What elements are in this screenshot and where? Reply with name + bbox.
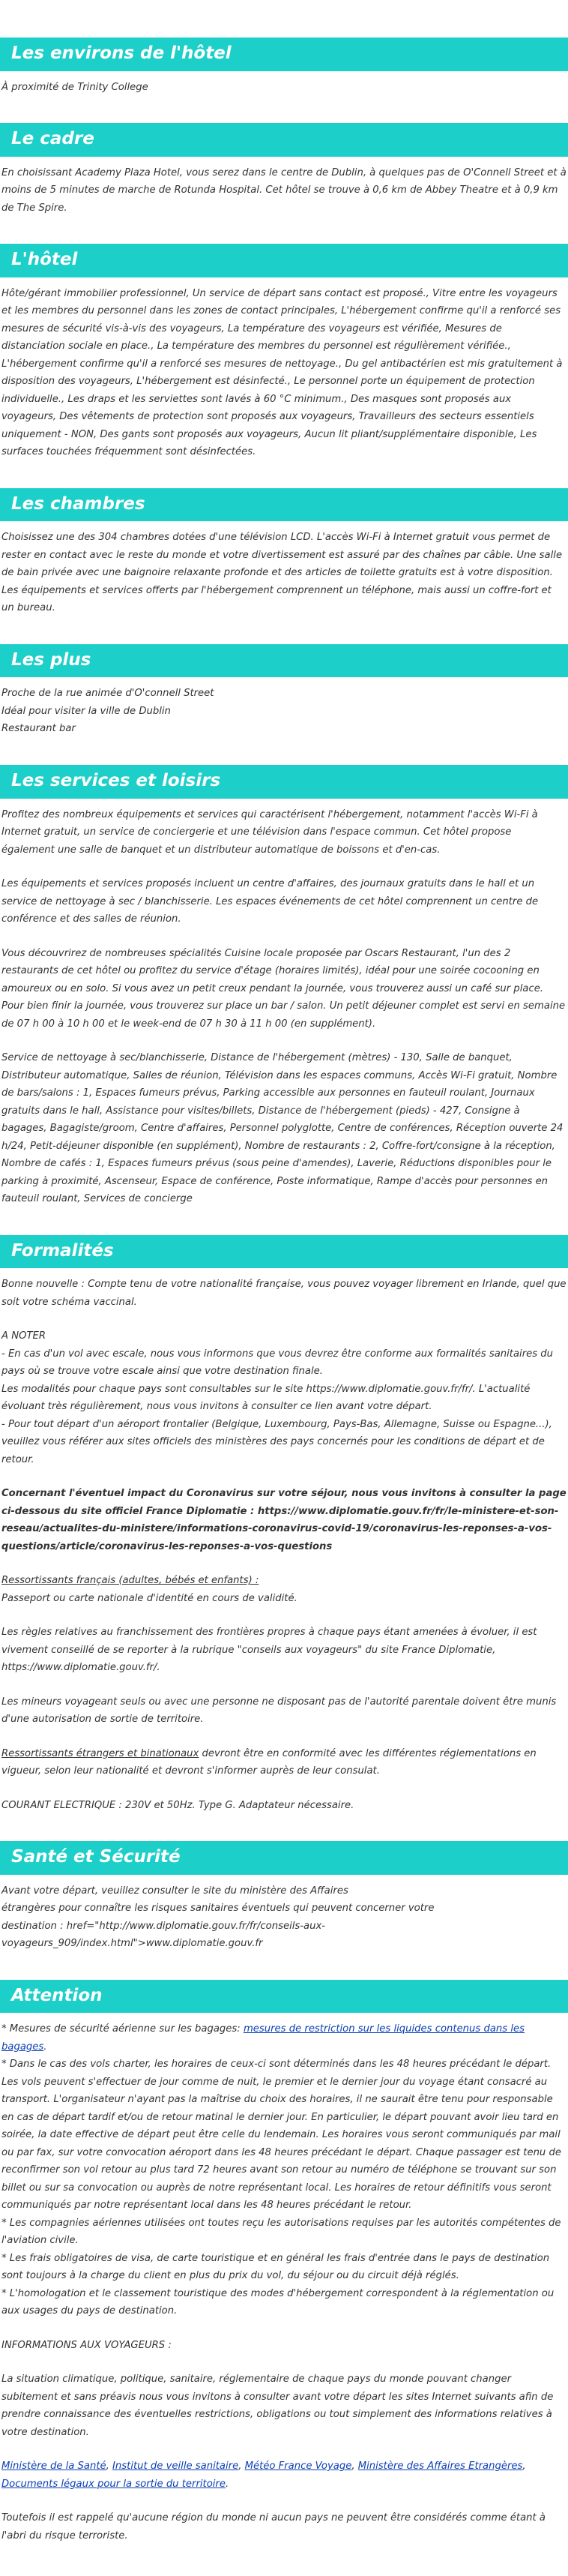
courant-text: COURANT ELECTRIQUE : 230V et 50Hz. Type G. Adaptateur nécessaire.: [1, 1799, 354, 1811]
etrangers-text: devront être en conformité avec les différentes réglementations en vigueur, selon leur nationalité et devront s'informer auprès de leur consulat.: [1, 1747, 537, 1777]
section-chambres: [0, 488, 568, 617]
bullet-prefix: * Mesures de sécurité aérienne sur les bagages:: [1, 2023, 244, 2035]
etrangers-title: Ressortissants étrangers et binationaux: [1, 1747, 199, 1759]
etrangers-block: [1, 1745, 567, 1780]
link-affaires-etrangeres[interactable]: Ministère des Affaires Etrangères: [357, 2461, 523, 2473]
hotel-text: Hôte/gérant immobilier professionnel, Un service de départ sans contact est proposé., Vitre entre les voyageurs et les membres du personnel dans les zones de contact principales, L'hébergement confirme qu'il a renforcé ses mesures de sécurité vis-à-vis des voyageurs, La température des voyageurs est vérifiée, Mesures de distanciation sociale en place., La température des membres du personnel est régulièrement vérifiée., L'hébergement confirme qu'il a renforcé ses mesures de nettoyage., Du gel antibactérien est mis gratuitement à disposition des voyageurs, L'hébergement est désinfecté., Le personnel porte un équipement de protection individuelle., Les draps et les serviettes sont lavés à 60 °C minimum., Des masques sont proposés aux voyageurs, Des vêtements de protection sont proposés aux voyageurs, Travailleurs des secteurs essentiels uniquement - NON, Des gants sont proposés aux voyageurs, Aucun lit pliant/supplémentaire disponible, Les surfaces touchées fréquemment sont désinfectées.: [1, 287, 563, 458]
section-title: Les services et loisirs: [0, 765, 568, 799]
link-ministere-sante[interactable]: Ministère de la Santé: [1, 2461, 106, 2473]
section-body: [0, 806, 568, 1208]
environs-text: À proximité de Trinity College: [1, 81, 148, 93]
attention-bullet: [1, 2020, 567, 2056]
attention-bullet: * Les compagnies aériennes utilisées ont toutes reçu les autorisations requises par les autorités compétentes de l'aviation civile.: [1, 2217, 561, 2247]
section-environs: [0, 37, 568, 96]
info-text: La situation climatique, politique, sanitaire, réglementaire de chaque pays du monde pouvant changer subitement et sans préavis nous vous invitons à consulter avant votre départ les sites Internet suivants afin de prendre connaissance des éventuelles restrictions, obligations ou tout simplement des informations relatives à votre destination.: [1, 2374, 554, 2438]
plus-item: Idéal pour visiter la ville de Dublin: [1, 705, 171, 717]
services-paragraph: Service de nettoyage à sec/blanchisserie, Distance de l'hébergement (mètres) - 130, Salle de banquet, Distributeur automatique, Salles de réunion, Télévision dans les espaces communs, Accès Wi-Fi gratuit, Nombre de bars/salons : 1, Espaces fumeurs prévus, Parking accessible aux personnes en fauteuil roulant, Journaux gratuits dans le hall, Assistance pour visites/billets, Distance de l'hébergement (pieds) - 427, Consigne à bagages, Bagagiste/groom, Centre d'affaires, Personnel polyglotte, Centre de conférences, Réception ouverte 24 h/24, Petit-déjeuner disponible (en supplément), Nombre de restaurants : 2, Coffre-fort/consigne à la réception, Nombre de cafés : 1, Espaces fumeurs prévus (sous peine d'amendes), Laverie, Réductions disponibles pour le parking à proximité, Ascenseur, Espace de conférence, Poste informatique, Rampe d'accès pour personnes en fauteuil roulant, Services de concierge: [1, 1052, 564, 1205]
nota-item: - Pour tout départ d'un aéroport frontalier (Belgique, Luxembourg, Pays-Bas, Allemagne, Suisse ou Espagne...), veuillez vous référer aux sites officiels des ministères des pays concernés pour les conditions de départ et de retour.: [1, 1418, 552, 1465]
nota-item: - En cas d'un vol avec escale, nous vous informons que vous devrez être conforme aux formalités sanitaires du pays où se trouve votre escale ainsi que votre destination finale.: [1, 1348, 554, 1378]
ressortissants-text: Passeport ou carte nationale d'identité en cours de validité.: [1, 1592, 297, 1604]
info-title: INFORMATIONS AUX VOYAGEURS :: [1, 2339, 172, 2351]
plus-item: Proche de la rue animée d'O'connell Street: [1, 688, 214, 700]
section-title: Formalités: [0, 1235, 568, 1269]
cadre-text: En choisissant Academy Plaza Hotel, vous serez dans le centre de Dublin, à quelques pas de O'Connell Street et à moins de 5 minutes de marche de Rotunda Hospital. Cet hôtel se trouve à 0,6 km de Abbey Theatre et à 0,9 km de The Spire.: [1, 166, 567, 214]
link-meteo-france[interactable]: Météo France Voyage: [244, 2461, 352, 2473]
formalites-nota: [1, 1327, 567, 1468]
formalites-intro: Bonne nouvelle : Compte tenu de votre nationalité française, vous pouvez voyager librement en Irlande, quel que soit votre schéma vaccinal.: [1, 1279, 567, 1308]
ressortissants-block: [1, 1572, 567, 1607]
section-body: [0, 285, 568, 461]
bullet-suffix: .: [43, 2041, 47, 2053]
regles-text: Les règles relatives au franchissement des frontières propres à chaque pays étant amenées à évoluer, il est vivement conseillé de se reporter à la rubrique "conseils aux voyageurs" du site France Diplomatie, https://www.diplomatie.gouv.fr/.: [1, 1627, 537, 1674]
plus-item: Restaurant bar: [1, 723, 76, 735]
section-body: [0, 1276, 568, 1814]
section-services: [0, 765, 568, 1208]
section-title: Les plus: [0, 644, 568, 678]
chambres-text: Choisissez une des 304 chambres dotées d'une télévision LCD. L'accès Wi-Fi à Internet gratuit vous permet de rester en contact avec le reste du monde et votre divertissement est assuré par des chaînes par câble. Une salle de bain privée avec une baignoire relaxante profonde et des articles de toilette gratuits est à votre disposition. Les équipements et services offerts par l'hébergement comprennent un téléphone, mais aussi un coffre-fort et un bureau.: [1, 532, 563, 614]
liquids-restriction-link[interactable]: mesures de restriction sur les liquides contenus dans les bagages: [1, 2023, 525, 2053]
section-title: Attention: [0, 1980, 568, 2014]
section-title: Santé et Sécurité: [0, 1841, 568, 1875]
attention-bullet: * L'homologation et le classement touristique des modes d'hébergement correspondent à la réglementation ou aux usages du pays de destination.: [1, 2287, 555, 2317]
coronavirus-notice: Concernant l'éventuel impact du Coronavirus sur votre séjour, nous vous invitons à consulter la page ci-dessous du site officiel France Diplomatie : https://www.diplomatie.gouv.fr/fr/le-ministere-et-son-reseau/actualites-du-ministere/informations-coronavirus-covid-19/coronavirus-les-reponses-a-vos-questions/article/coronavirus-les-reponses-a-vos-questions: [1, 1488, 567, 1552]
section-attention: [0, 1980, 568, 2545]
section-hotel: [0, 244, 568, 461]
services-paragraph: Vous découvrirez de nombreuses spécialités Cuisine locale proposée par Oscars Restaurant, l'un des 2 restaurants de cet hôtel ou profitez du service d'étage (horaires limités), idéal pour une soirée cocooning en amoureux ou en solo. Si vous avez un petit creux pendant la journée, vous trouverez aussi un café sur place. Pour bien finir la journée, vous trouverez sur place un bar / salon. Un petit déjeuner complet est servi en semaine de 07 h 00 à 10 h 00 et le week-end de 07 h 30 à 11 h 00 (en supplément).: [1, 947, 566, 1030]
services-paragraph: Les équipements et services proposés incluent un centre d'affaires, des journaux gratuits dans le hall et un service de nettoyage à sec / blanchisserie. Les espaces événements de cet hôtel comprennent un centre de conférence et des salles de réunion.: [1, 878, 539, 925]
section-body: [0, 164, 568, 217]
attention-bullets: [1, 2020, 567, 2320]
attention-bullet: * Les frais obligatoires de visa, de carte touristique et en général les frais d'entrée dans le pays de destination sont toujours à la charge du client en plus du prix du vol, du séjour ou du circuit déjà réglés.: [1, 2252, 550, 2282]
section-body: [0, 2020, 568, 2545]
section-title: Les environs de l'hôtel: [0, 37, 568, 71]
section-body: [0, 79, 568, 97]
link-documents-legaux[interactable]: Documents légaux pour la sortie du territoire: [1, 2478, 226, 2490]
final-text: Toutefois il est rappelé qu'aucune région du monde ni aucun pays ne peuvent être considérés comme étant à l'abri du risque terroriste.: [1, 2512, 546, 2542]
section-title: Le cadre: [0, 123, 568, 157]
attention-bullet: * Dans le cas des vols charter, les horaires de ceux-ci sont déterminés dans les 48 heures précédant le départ. Les vols peuvent s'effectuer de jour comme de nuit, le premier et le dernier jour du voyage étant consacré au transport. L'organisateur n'ayant pas la maîtrise du choix des horaires, il ne saurait être tenu pour responsable en cas de départ tardif et/ou de retour matinal le dernier jour. En particulier, le départ pouvant avoir lieu tard en soirée, la date effective de départ peut être celle du lendemain. Les horaires vous seront communiqués par mail ou par fax, sur votre convocation aéroport dans les 48 heures précédant le départ. Chaque passager est tenu de reconfirmer son vol retour au plus tard 72 heures avant son retour au numéro de téléphone se trouvant sur son billet ou sur sa convocation ou auprès de notre représentant local. Les horaires de retour définitifs vous seront communiqués par notre représentant local dans les 48 heures précédant le retour.: [1, 2059, 561, 2212]
nota-title: A NOTER: [1, 1330, 46, 1342]
sante-line: étrangères pour connaître les risques sanitaires éventuels qui peuvent concerner votre: [1, 1903, 435, 1915]
services-paragraph: Profitez des nombreux équipements et services qui caractérisent l'hébergement, notamment l'accès Wi-Fi à Internet gratuit, un service de conciergerie et une télévision dans l'espace commun. Cet hôtel propose également une salle de banquet et un distributeur automatique de boissons et d'en-cas.: [1, 808, 538, 856]
sante-line: destination : href="http://www.diplomatie.gouv.fr/fr/conseils-aux-voyageurs_909/index.html">www.diplomatie.gouv.fr: [1, 1920, 326, 1950]
official-links: Ministère de la Santé, Institut de veille sanitaire, Météo France Voyage, Ministère des Affaires Etrangères, Documents légaux pour la sortie du territoire.: [1, 2461, 526, 2490]
section-body: [0, 529, 568, 617]
section-body: [0, 685, 568, 738]
section-body: [0, 1882, 568, 1953]
section-title: Les chambres: [0, 488, 568, 522]
sante-line: Avant votre départ, veuillez consulter le site du ministère des Affaires: [1, 1885, 348, 1897]
plus-list: [1, 685, 567, 738]
section-formalites: [0, 1235, 568, 1815]
section-plus: [0, 644, 568, 738]
ressortissants-title: Ressortissants français (adultes, bébés et enfants) :: [1, 1575, 259, 1587]
section-sante: [0, 1841, 568, 1953]
nota-item: Les modalités pour chaque pays sont consultables sur le site https://www.diplomatie.gouv.fr/fr/. L'actualité évoluant très régulièrement, nous vous invitons à consulter ce lien avant votre départ.: [1, 1383, 531, 1413]
section-title: L'hôtel: [0, 244, 568, 277]
link-veille-sanitaire[interactable]: Institut de veille sanitaire: [112, 2461, 239, 2473]
mineurs-text: Les mineurs voyageant seuls ou avec une personne ne disposant pas de l'autorité parentale doivent être munis d'une autorisation de sortie de territoire.: [1, 1696, 557, 1726]
sante-text: [1, 1882, 567, 1953]
section-cadre: [0, 123, 568, 217]
